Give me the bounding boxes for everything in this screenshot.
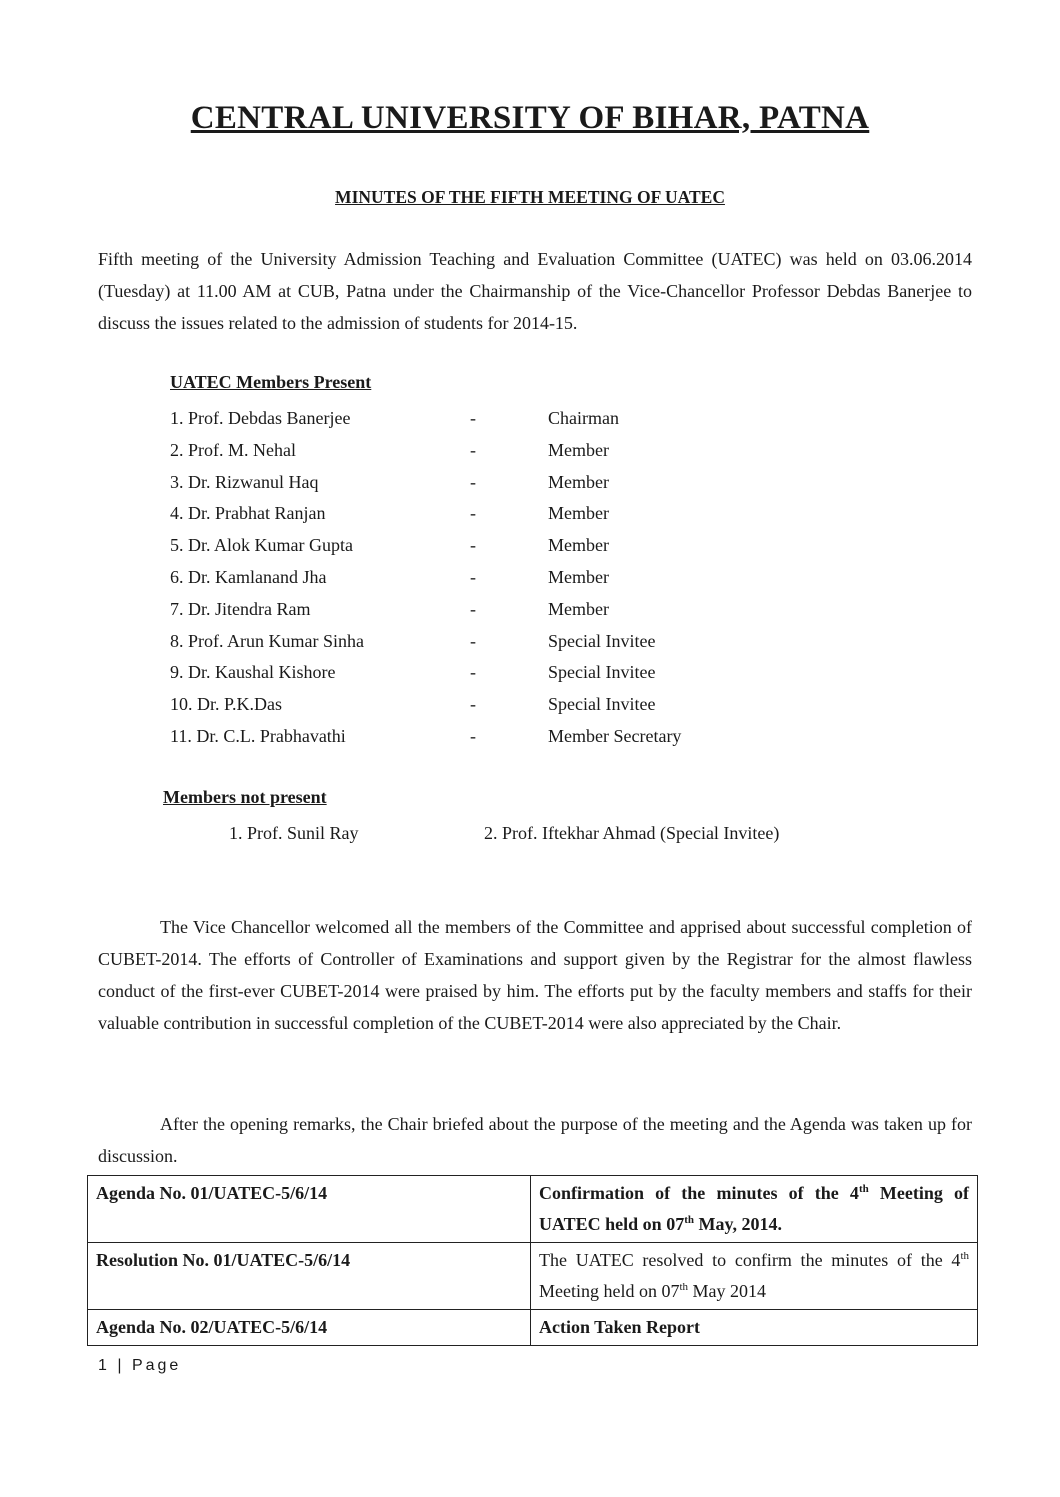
member-row [170,626,870,658]
absent-member: 1. Prof. Sunil Ray [229,823,359,843]
member-row [170,689,870,721]
member-dash: - [470,503,476,524]
member-role: Member [548,598,609,619]
members-absent-heading: Members not present [163,787,327,807]
member-row [170,594,870,626]
document-title: CENTRAL UNIVERSITY OF BIHAR, PATNA [190,100,870,136]
member-name: 2. Prof. M. Nehal [170,439,296,460]
member-dash: - [470,630,476,651]
members-present-heading: UATEC Members Present [170,372,372,392]
member-role: Special Invitee [548,662,656,683]
member-dash: - [470,439,476,460]
member-name: 9. Dr. Kaushal Kishore [170,662,336,683]
member-row [170,721,870,753]
member-row [170,467,870,499]
agenda-description: Action Taken Report [531,1310,978,1346]
agenda-number: Agenda No. 02/UATEC-5/6/14 [88,1310,531,1346]
member-name: 1. Prof. Debdas Banerjee [170,408,351,428]
member-row [170,530,870,562]
members-present-list [170,403,870,753]
page-number-footer: 1 | Page [98,1357,182,1374]
table-row [88,1176,978,1243]
member-role: Special Invitee [548,630,656,651]
member-name: 10. Dr. P.K.Das [170,694,283,715]
member-name: 4. Dr. Prabhat Ranjan [170,503,326,524]
table-row [88,1310,978,1346]
member-role: Member Secretary [548,725,682,746]
agenda-table [87,1175,978,1346]
member-role: Member [548,503,609,524]
member-role: Special Invitee [548,694,656,715]
member-dash: - [470,471,476,492]
member-dash: - [470,662,476,683]
intro-paragraph: Fifth meeting of the University Admission Teaching and Evaluation Committee (UATEC) was held on 03.06.2014 (Tuesday) at 11.00 AM at CUB, Patna under the Chairmanship of the Vice-Chancellor Professor Debdas Banerjee to discuss the issues related to the admission of students for 2014-15. [98,249,972,333]
member-row [170,657,870,689]
member-dash: - [470,598,476,619]
member-dash: - [470,725,476,746]
absent-member: 2. Prof. Iftekhar Ahmad (Special Invitee) [484,823,780,843]
welcome-paragraph: The Vice Chancellor welcomed all the members of the Committee and apprised about successful completion of CUBET-2014. The efforts of Controller of Examinations and support given by the Registrar for the almost flawless conduct of the first-ever CUBET-2014 were praised by him. The efforts put by the faculty members and staffs for their valuable contribution in successful completion of the CUBET-2014 were also appreciated by the Chair. [98,917,972,1033]
table-row [88,1243,978,1310]
resolution-number: Resolution No. 01/UATEC-5/6/14 [88,1243,531,1310]
member-dash: - [470,408,476,428]
member-role: Member [548,471,609,492]
member-role: Chairman [548,408,619,428]
member-name: 6. Dr. Kamlanand Jha [170,566,327,587]
member-row [170,562,870,594]
member-row [170,435,870,467]
member-name: 7. Dr. Jitendra Ram [170,598,311,619]
member-dash: - [470,535,476,556]
member-row [170,498,870,530]
agenda-number: Agenda No. 01/UATEC-5/6/14 [88,1176,531,1243]
member-name: 8. Prof. Arun Kumar Sinha [170,630,364,651]
member-dash: - [470,566,476,587]
resolution-text: The UATEC resolved to confirm the minutes of the 4th Meeting held on 07th May 2014 [531,1243,978,1310]
member-role: Member [548,566,609,587]
member-name: 11. Dr. C.L. Prabhavathi [170,725,346,746]
opening-paragraph: After the opening remarks, the Chair briefed about the purpose of the meeting and the Agenda was taken up for discussion. [98,1114,972,1166]
member-row [170,403,870,435]
member-name: 3. Dr. Rizwanul Haq [170,471,319,492]
member-dash: - [470,694,476,715]
member-role: Member [548,439,609,460]
member-name: 5. Dr. Alok Kumar Gupta [170,535,353,556]
minutes-subtitle: MINUTES OF THE FIFTH MEETING OF UATEC [335,187,725,207]
member-role: Member [548,535,609,556]
agenda-description: Confirmation of the minutes of the 4th Meeting of UATEC held on 07th May, 2014. [531,1176,978,1243]
